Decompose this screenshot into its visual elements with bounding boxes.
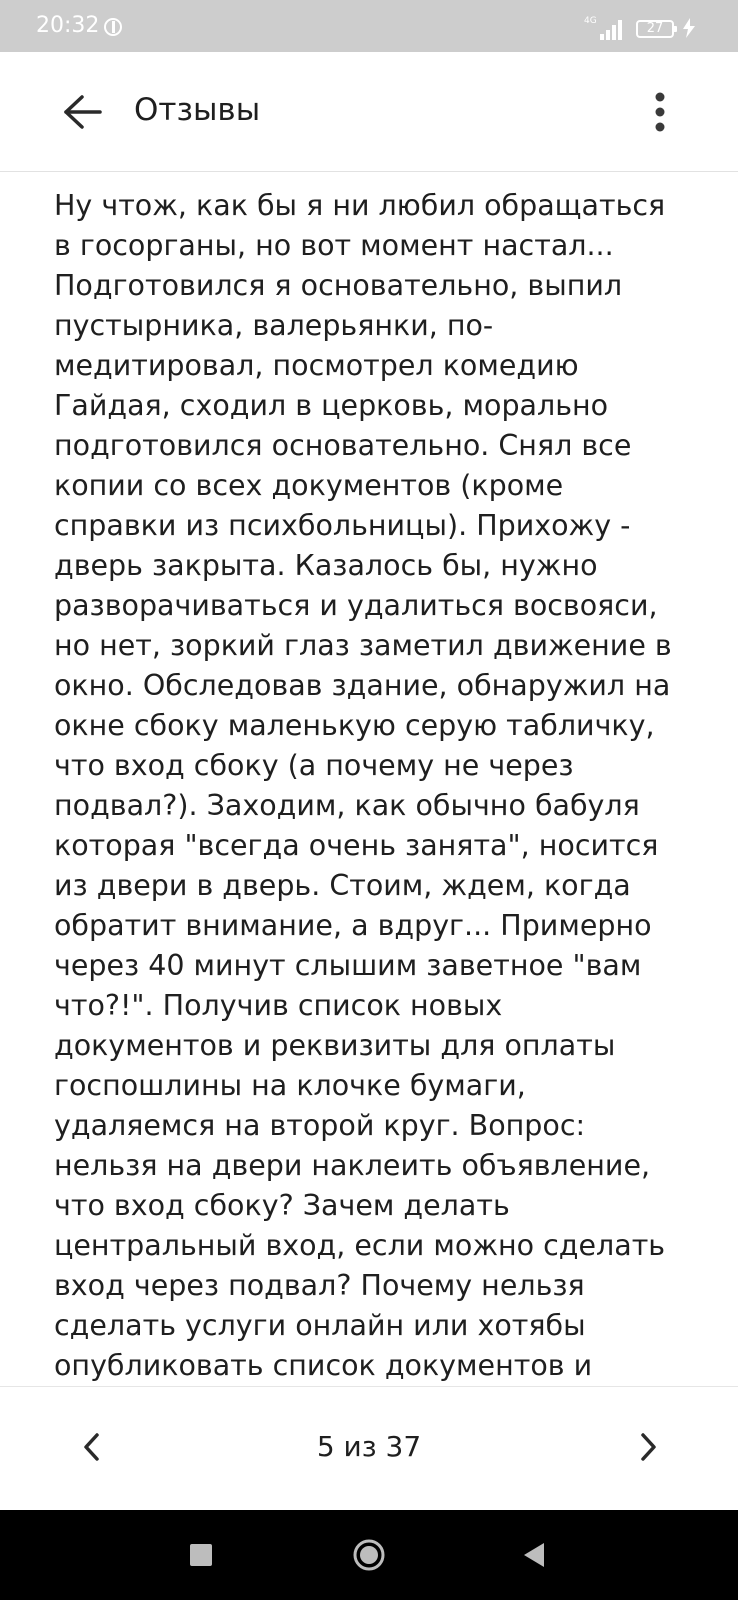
- page-title: Отзывы: [134, 92, 261, 128]
- battery-icon: [636, 20, 674, 38]
- more-vert-icon: [654, 92, 666, 132]
- status-bar: [0, 0, 738, 52]
- home-circle-icon[interactable]: [352, 1538, 386, 1572]
- back-triangle-icon[interactable]: [522, 1542, 546, 1568]
- review-text: Ну чтож, как бы я ни любил обращаться в госорганы, но вот момент настал... Подготовился я основательно, выпил пустырника, валерьянки, по- медитировал, посмотрел комедию Гайдая, сходил в церковь, морально подготовился основательно. Снял все копии со всех документов (кроме справки из психбольницы). Прихожу - дверь закрыта. Казалось бы, нужно разворачиваться и удалиться восвояси, но нет, зоркий глаз заметил движение в окно. Обследовав здание, обнаружил на окне сбоку маленькую серую табличку, что вход сбоку (а почему не через подвал?). Заходим, как обычно бабуля которая "всегда очень занята", носится из двери в дверь. Стоим, ждем, когда обратит внимание, а вдруг... Примерно через 40 минут слышим заветное "вам что?!". Получив список новых документов и реквизиты для оплаты госпошлины на клочке бумаги, удаляемся на второй круг. Вопрос: нельзя на двери наклеить объявление, что вход сбоку? Зачем делать центральный вход, если можно сделать вход через подвал? Почему нельзя сделать услуги онлайн или хотябы опубликовать список документов и: [54, 189, 672, 1382]
- system-nav-bar: [0, 1510, 738, 1600]
- network-type: 4G: [584, 16, 597, 26]
- recents-square-icon[interactable]: [190, 1544, 212, 1566]
- next-review-button[interactable]: [622, 1417, 674, 1477]
- more-options-button[interactable]: [634, 82, 686, 142]
- chevron-right-icon: [638, 1432, 658, 1462]
- arrow-back-icon: [62, 94, 102, 130]
- status-time: 20:32: [36, 13, 100, 38]
- notification-icon: [104, 18, 122, 36]
- charging-icon: [682, 18, 696, 38]
- signal-icon: [600, 16, 626, 40]
- back-button[interactable]: [52, 82, 112, 142]
- review-pager: [0, 1386, 738, 1510]
- app-bar: [0, 52, 738, 172]
- review-counter: 5 из 37: [316, 1430, 422, 1463]
- battery-level: 27: [646, 21, 664, 36]
- review-content[interactable]: [0, 172, 738, 1386]
